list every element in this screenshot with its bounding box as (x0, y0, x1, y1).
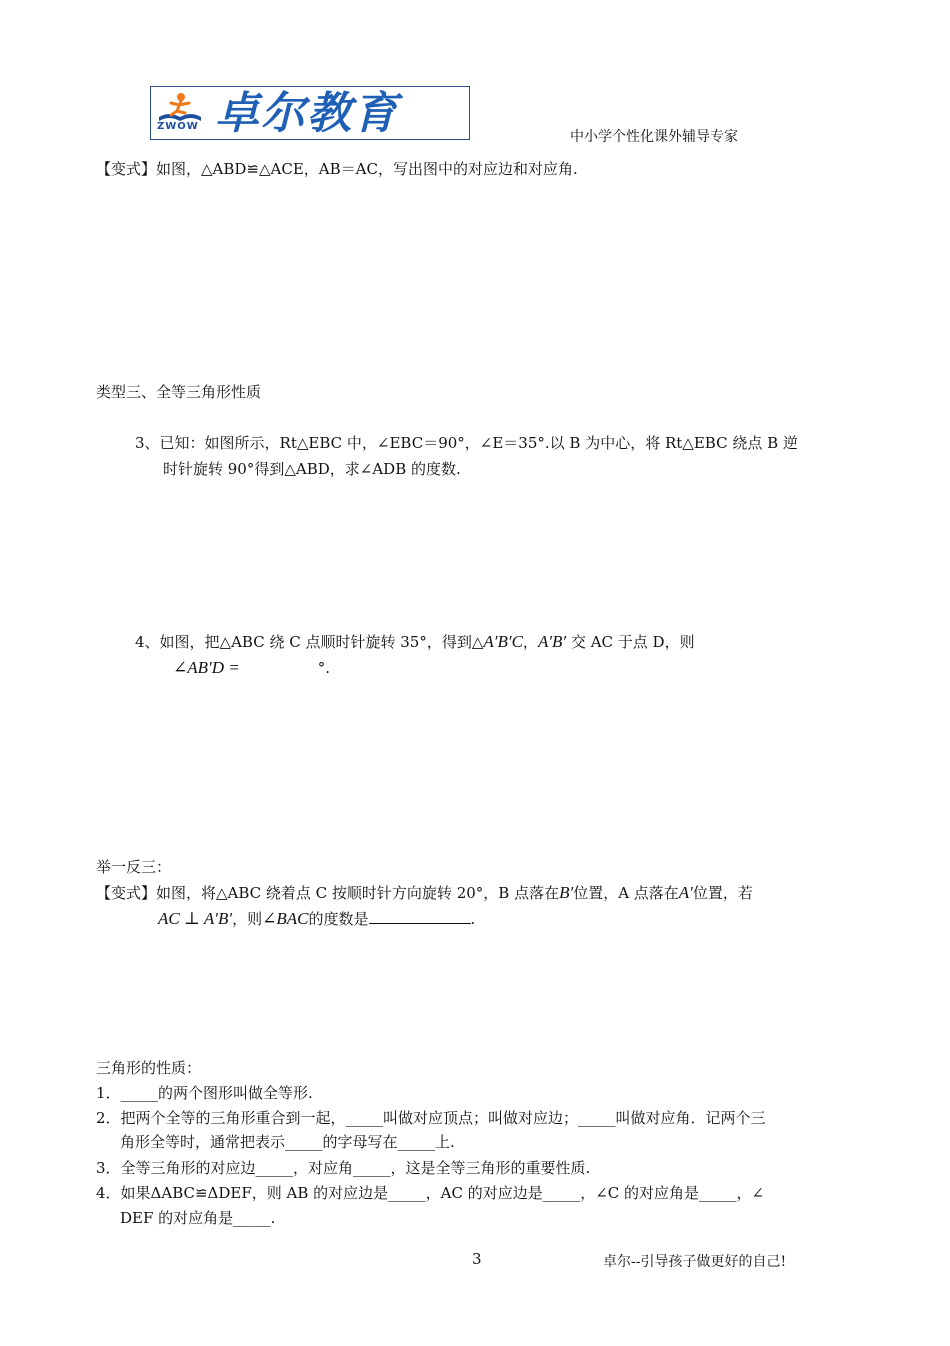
q4-end: °. (317, 659, 331, 677)
q4-math-side: A′B′ (537, 632, 567, 651)
q4-math-angle: ∠AB′D = (173, 658, 240, 677)
q3-line2: 时针旋转 90°得到△ABD，求∠ADB 的度数. (163, 460, 461, 478)
variant1-text: 【变式】如图，△ABD≌△ACE，AB＝AC，写出图中的对应边和对应角. (96, 160, 578, 178)
q4-math-triangle: A′B′C (483, 632, 523, 651)
practice-math-aprime: A′ (678, 883, 693, 902)
property-1: 1．_____的两个图形叫做全等形. (96, 1084, 313, 1102)
practice-line1-c: 位置，若 (692, 884, 753, 902)
properties-heading: 三角形的性质： (96, 1059, 202, 1077)
practice-line2-a: ，则 (232, 910, 263, 928)
practice-line1-b: 位置，A 点落在 (573, 884, 679, 902)
practice-line2-b: 的度数是 (308, 910, 369, 928)
property-2-line2: 角形全等时，通常把表示_____的字母写在_____上. (120, 1133, 455, 1151)
practice-line1 (96, 883, 753, 903)
footer-slogan: 卓尔--引导孩子做更好的自己! (603, 1254, 787, 1270)
practice-math-perp: AC ⊥ A′B′ (158, 909, 233, 928)
header-tagline: 中小学个性化课外辅导专家 (570, 129, 738, 145)
logo-subtext: ZWOW (157, 121, 199, 132)
property-4-line2: DEF 的对应角是_____. (120, 1209, 276, 1227)
q4-line1 (135, 632, 695, 652)
q4-line2 (173, 658, 330, 678)
practice-line2 (158, 909, 475, 929)
logo (150, 86, 470, 140)
type3-heading: 类型三、全等三角形性质 (96, 383, 262, 401)
practice-line2-end: . (470, 910, 476, 928)
practice-math-angle: ∠BAC (262, 909, 309, 928)
practice-answer-blank (369, 909, 471, 924)
q4-sep: ， (522, 633, 538, 651)
property-3: 3．全等三角形的对应边_____，对应角_____，这是全等三角形的重要性质. (96, 1159, 591, 1177)
q4-suffix: 交 AC 于点 D，则 (570, 633, 695, 651)
q3-line1: 3、已知：如图所示，Rt△EBC 中，∠EBC＝90°，∠E＝35°.以 B 为中心，将 Rt△EBC 绕点 B 逆 (135, 434, 798, 452)
practice-heading: 举一反三： (96, 858, 172, 876)
practice-math-bprime: B′ (559, 883, 574, 902)
page-number: 3 (472, 1250, 482, 1268)
logo-text: 卓尔教育 (215, 88, 399, 139)
property-2-line1: 2．把两个全等的三角形重合到一起，_____叫做对应顶点；叫做对应边；_____叫做对应角．记两个三 (96, 1109, 766, 1127)
q4-prefix: 4、如图，把△ABC 绕 C 点顺时针旋转 35°，得到△ (135, 633, 484, 651)
property-4-line1: 4．如果ΔABC≌ΔDEF，则 AB 的对应边是_____，AC 的对应边是_____，∠C 的对应角是_____，∠ (96, 1184, 765, 1202)
practice-line1-a: 【变式】如图，将△ABC 绕着点 C 按顺时针方向旋转 20°，B 点落在 (96, 884, 560, 902)
